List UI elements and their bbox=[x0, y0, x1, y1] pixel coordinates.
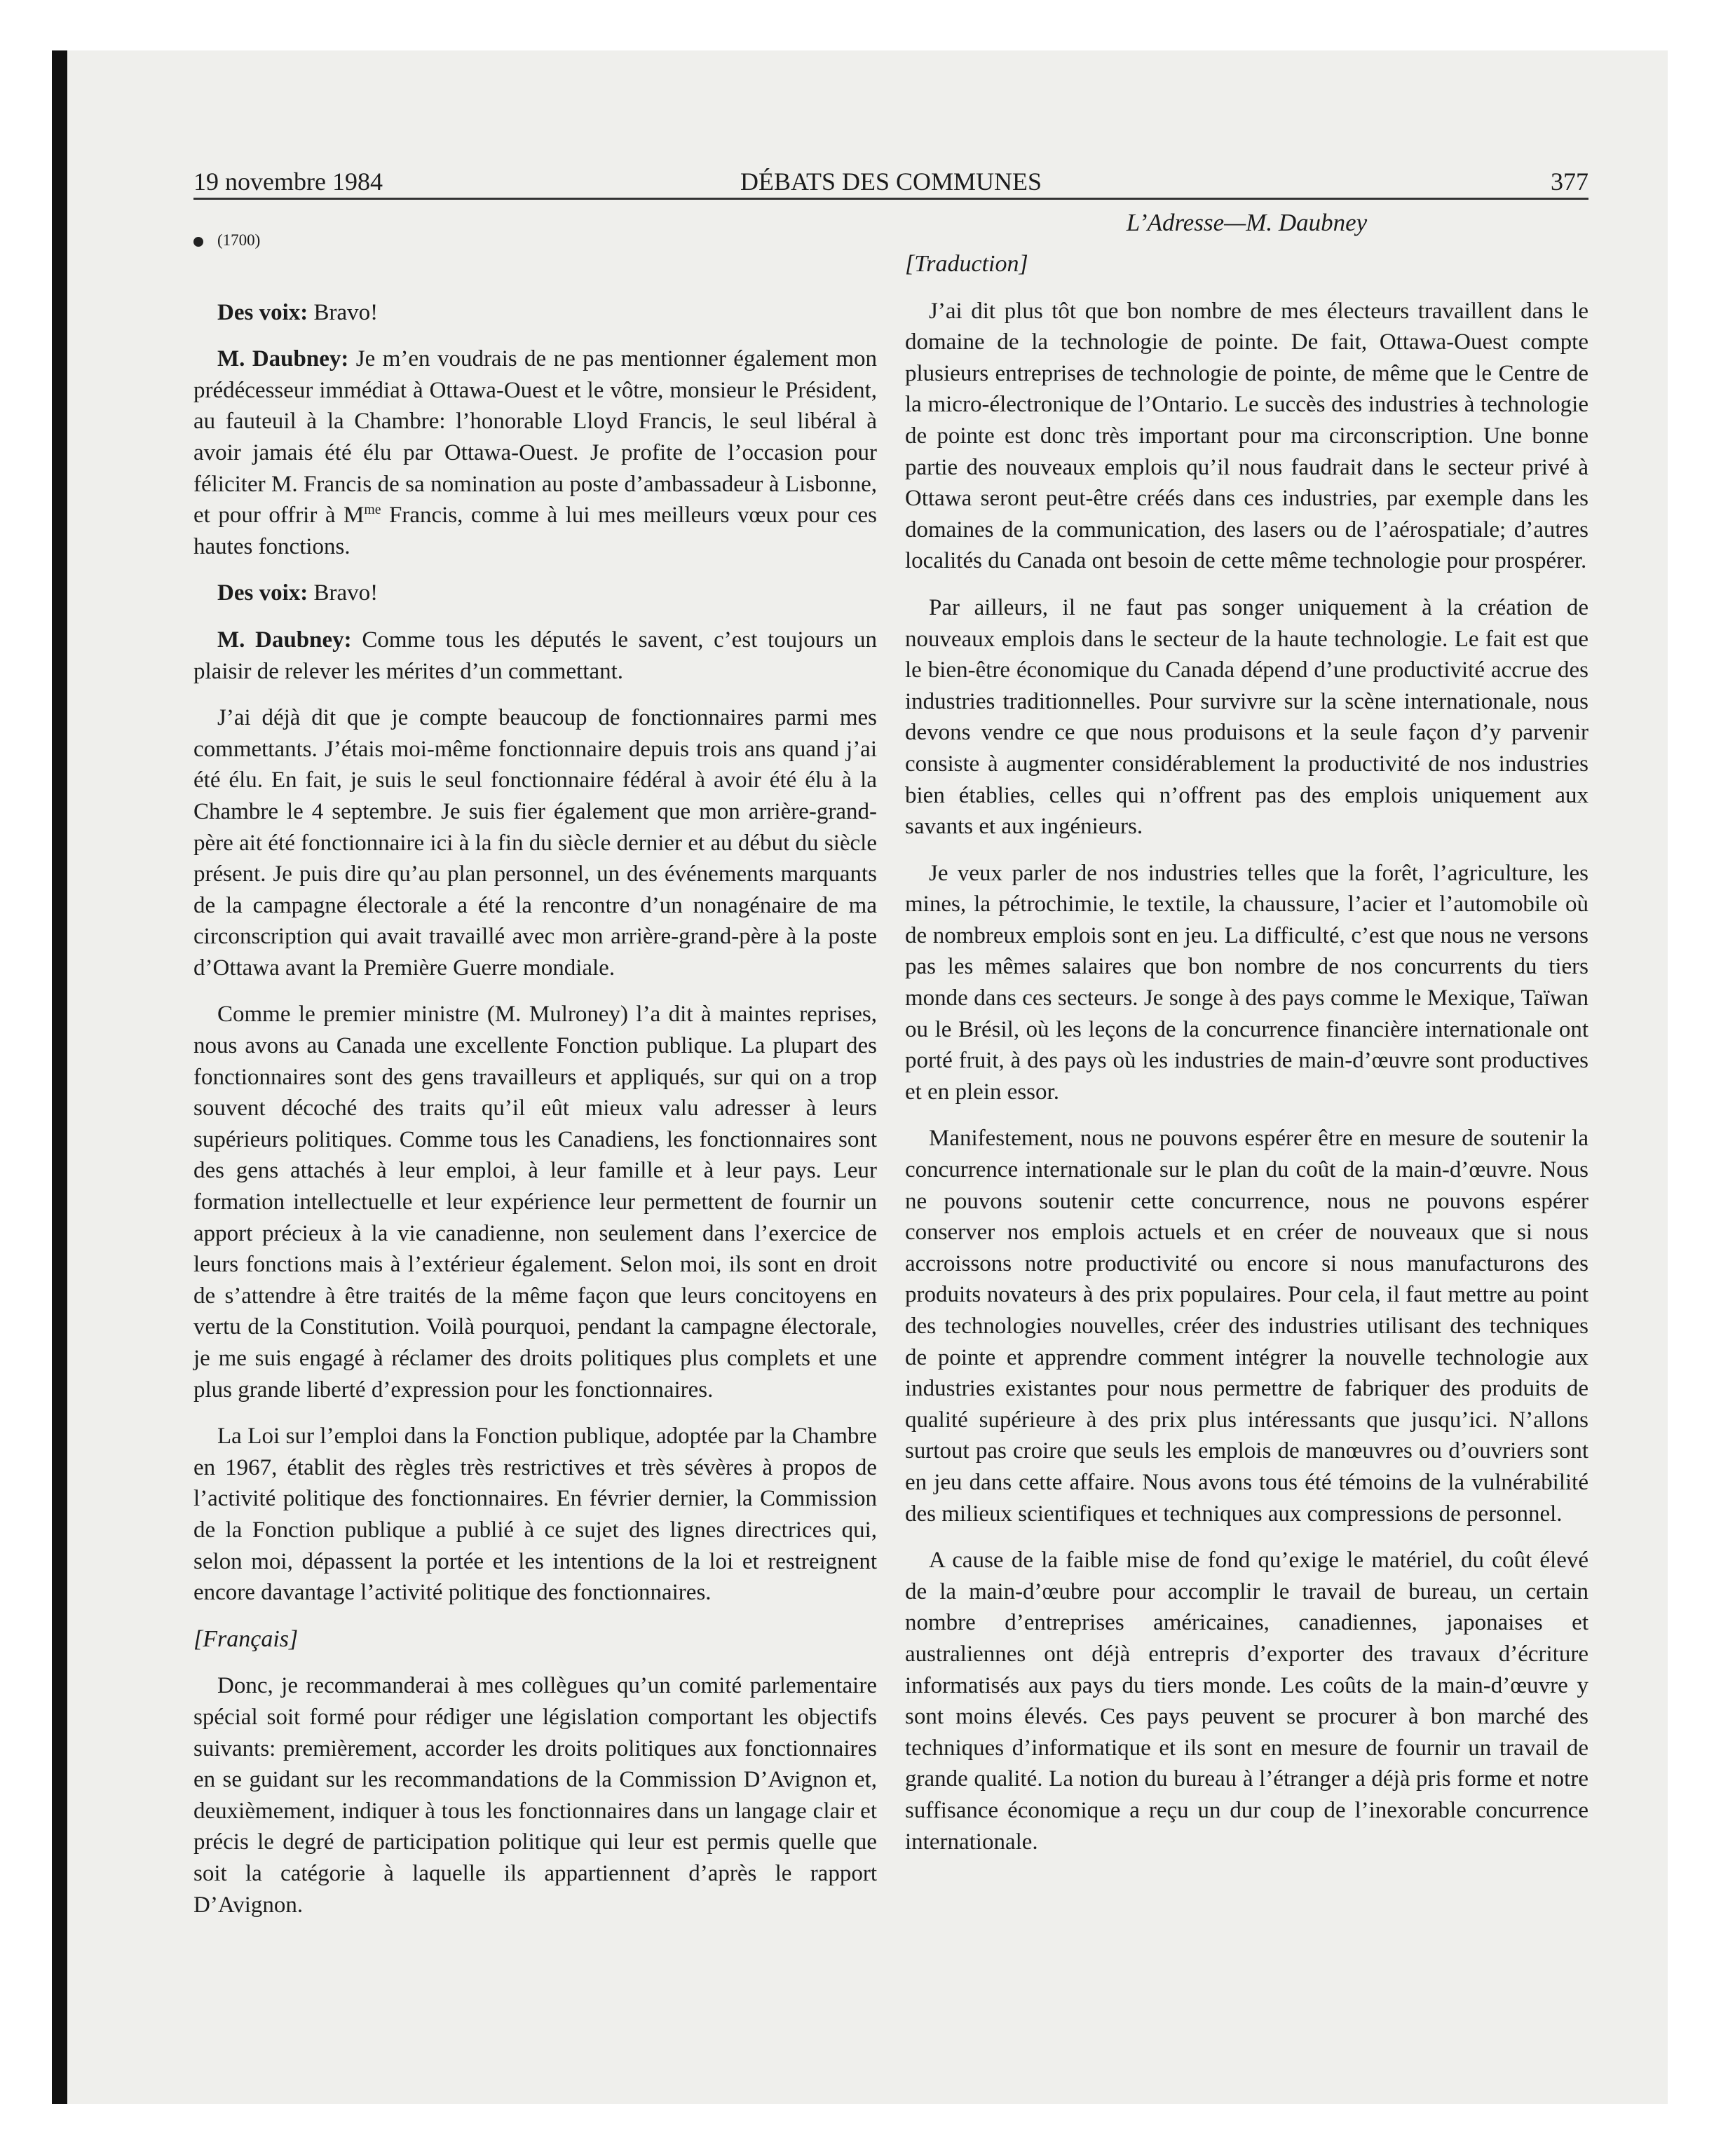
speaker-label: Des voix: bbox=[217, 299, 308, 325]
bullet-icon bbox=[193, 237, 203, 247]
speaker-label: M. Daubney: bbox=[217, 627, 352, 653]
speaker-label: Des voix: bbox=[217, 580, 308, 606]
speaker-label: M. Daubney: bbox=[217, 346, 349, 372]
header-page-number: 377 bbox=[1551, 168, 1588, 196]
language-marker-francais: [Français] bbox=[193, 1625, 299, 1652]
paragraph-3: J’ai déjà dit que je compte beaucoup de fonctionnaires parmi mes commettants. J’étais moi-même fonctionnaire depuis trois ans quand j’ai été élu. En fait, je suis le seul fonctionnaire fédéral à avoir été élu à la Chambre le 4 septembre. Je suis fier également que mon arrière-grand-père ait été fonctionnaire ici à la fin du siècle dernier et au début du siècle présent. Je puis dire qu’au plan personnel, un des événements marquants de la campagne électorale a été la rencontre d’un nonagénaire de ma circonscription qui avait travaillé avec mon arrière-grand-père à la poste d’Ottawa avant la Première Guerre mondiale. bbox=[193, 705, 877, 981]
paragraph-r5: A cause de la faible mise de fond qu’exige le matériel, du coût élevé de la main-d’œubre pour accomplir le travail de bureau, un certain nombre d’entreprises américaines, canadiennes, japonaises et australiennes ont déjà entrepris d’exporter des travaux d’écriture informatisés aux pays du tiers monde. Les coûts de la main-d’œuvre y sont moins élevés. Ces pays peuvent se procurer à bon marché des techniques d’informatique et ils sont en mesure de fournir un travail de grande qualité. La notion du bureau à l’étranger a déjà pris forme et notre suffisance économique a reçu un dur coup de l’inexorable concurrence internationale. bbox=[905, 1548, 1588, 1855]
paragraph-r1: J’ai dit plus tôt que bon nombre de mes électeurs travaillent dans le domaine de la technologie de pointe. De fait, Ottawa-Ouest compte plusieurs entreprises de technologie de pointe, de même que le Centre de la micro-électronique de l’Ontario. Le succès des industries à technologie de pointe est donc très important pour ma circonscription. Une bonne partie des nouveaux emplois qu’il nous faudrait dans le secteur privé à Ottawa seront peut-être créés dans ces industries, par exemple dans les domaines de la communication, des lasers ou de l’aérospatiale; d’autres localités du Canada ont besoin de cette même technologie pour prospérer. bbox=[905, 298, 1588, 574]
time-marker bbox=[193, 225, 877, 257]
speech-text: Comme tous les députés le savent, c’est toujours un plaisir de relever les mérites d’un commettant. bbox=[193, 627, 877, 684]
paragraph-daubney-2 bbox=[193, 625, 877, 687]
paragraph-r4: Manifestement, nous ne pouvons espérer être en mesure de soutenir la concurrence internationale sur le plan du coût de la main-d’œuvre. Nous ne pouvons soutenir cette concurrence, nous ne pouvons espérer conserver nos emplois actuels et en créer de nouveaux que si nous accroissons notre productivité ou encore si nous manufacturons des produits novateurs à des prix populaires. Pour cela, il faut mettre au point des technologies nouvelles, créer des industries utilisant des techniques de pointe et apprendre comment intégrer la nouvelle technologie aux industries existantes pour nous permettre de fabriquer des produits de qualité supérieure à des prix plus intéressants que jusqu’ici. N’allons surtout pas croire que seuls les emplois de manœuvres ou d’ouvriers sont en jeu dans cette affaire. Nous avons tous été témoins de la vulnérabilité des milieux scientifiques et techniques aux compressions de personnel. bbox=[905, 1126, 1588, 1527]
speech-text: Bravo! bbox=[313, 580, 379, 606]
time-text: (1700) bbox=[217, 231, 261, 249]
document-page bbox=[193, 165, 1588, 1918]
superscript: me bbox=[364, 502, 381, 518]
language-marker-traduction: [Traduction] bbox=[905, 251, 1028, 277]
paragraph-daubney-1 bbox=[193, 343, 877, 562]
paragraph-5: La Loi sur l’emploi dans la Fonction publique, adoptée par la Chambre en 1967, établit des règles très restrictives et très sévères à propos de l’activité politique des fonctionnaires. En février dernier, la Commission de la Fonction publique a publié à ce sujet des lignes directrices qui, selon moi, dépassent la portée et les intentions de la loi et restreignent encore davantage l’activité politique des fonctionnaires. bbox=[193, 1424, 877, 1606]
header-title: DÉBATS DES COMMUNES bbox=[740, 168, 1042, 196]
paragraph-voices-1 bbox=[193, 297, 877, 329]
speech-text: Je m’en voudrais de ne pas mentionner également mon prédécesseur immédiat à Ottawa-Ouest et le vôtre, monsieur le Président, au fauteuil à la Chambre: l’honorable Lloyd Francis, le seul libéral à avoir jamais été élu par Ottawa-Ouest. Je profite de l’occasion pour féliciter M. Francis de sa nomination au poste d’ambassadeur à Lisbonne, et pour offrir à M bbox=[193, 346, 877, 528]
paragraph-voices-2 bbox=[193, 578, 877, 609]
paragraph-6: Donc, je recommanderai à mes collègues qu’un comité parlementaire spécial soit formé pour rédiger une législation comportant les objectifs suivants: premièrement, accorder les droits politiques aux fonctionnaires en se guidant sur les recommandations de la Commission D’Avignon et, deuxièmement, indiquer à tous les fonctionnaires dans un langage clair et précis le degré de participation politique qui leur est permis quelle que soit la catégorie à laquelle ils appartiennent d’après le rapport D’Avignon. bbox=[193, 1673, 877, 1918]
scan-edge bbox=[52, 50, 67, 2104]
left-column bbox=[193, 207, 877, 1936]
page-header bbox=[193, 165, 1588, 200]
header-date: 19 novembre 1984 bbox=[193, 168, 383, 196]
right-column bbox=[905, 207, 1588, 1873]
paragraph-4: Comme le premier ministre (M. Mulroney) l’a dit à maintes reprises, nous avons au Canada une excellente Fonction publique. La plupart des fonctionnaires sont des gens travailleurs et appliqués, sur qui on a trop souvent décoché des traits qu’il eût mieux valu adresser à leurs supérieurs politiques. Comme tous les Canadiens, les fonctionnaires sont des gens attachés à leur emploi, à leur famille et à leur pays. Leur formation intellectuelle et leur expérience leur permettent de fournir un apport précieux à la vie canadienne, non seulement dans l’exercice de leurs fonctions mais à l’extérieur également. Selon moi, ils sont en droit de s’attendre à être traités de la même façon que leurs concitoyens en vertu de la Constitution. Voilà pourquoi, pendant la campagne électorale, je me suis engagé à réclamer des droits politiques plus complets et une plus grande liberté d’expression pour les fonctionnaires. bbox=[193, 1002, 877, 1403]
paragraph-r3: Je veux parler de nos industries telles que la forêt, l’agriculture, les mines, la pétrochimie, le textile, la chaussure, l’acier et l’automobile où de nombreux emplois sont en jeu. La difficulté, c’est que nous ne versons pas les mêmes salaires que bon nombre de nos concurrents du tiers monde dans ces secteurs. Je songe à des pays comme le Mexique, Taïwan ou le Brésil, où les leçons de la concurrence financière internationale ont porté fruit, à des pays où les industries de main-d’œuvre sont productives et en plein essor. bbox=[905, 860, 1588, 1105]
speech-text-cont: Francis, comme à lui mes meilleurs vœux pour ces hautes fonctions. bbox=[193, 503, 877, 559]
paragraph-r2: Par ailleurs, il ne faut pas songer uniquement à la création de nouveaux emplois dans le secteur de la haute technologie. Le fait est que le bien-être économique du Canada dépend d’une productivité accrue des industries traditionnelles. Pour survivre sur la scène internationale, nous devons vendre ce que nous produisons et la seule façon d’y parvenir consiste à augmenter considérablement la productivité de nos industries bien établies, celles qui n’offrent pas des emplois uniquement aux savants et aux ingénieurs. bbox=[905, 594, 1588, 840]
running-head: L’Adresse—M. Daubney bbox=[1126, 209, 1368, 236]
speech-text: Bravo! bbox=[313, 299, 379, 325]
